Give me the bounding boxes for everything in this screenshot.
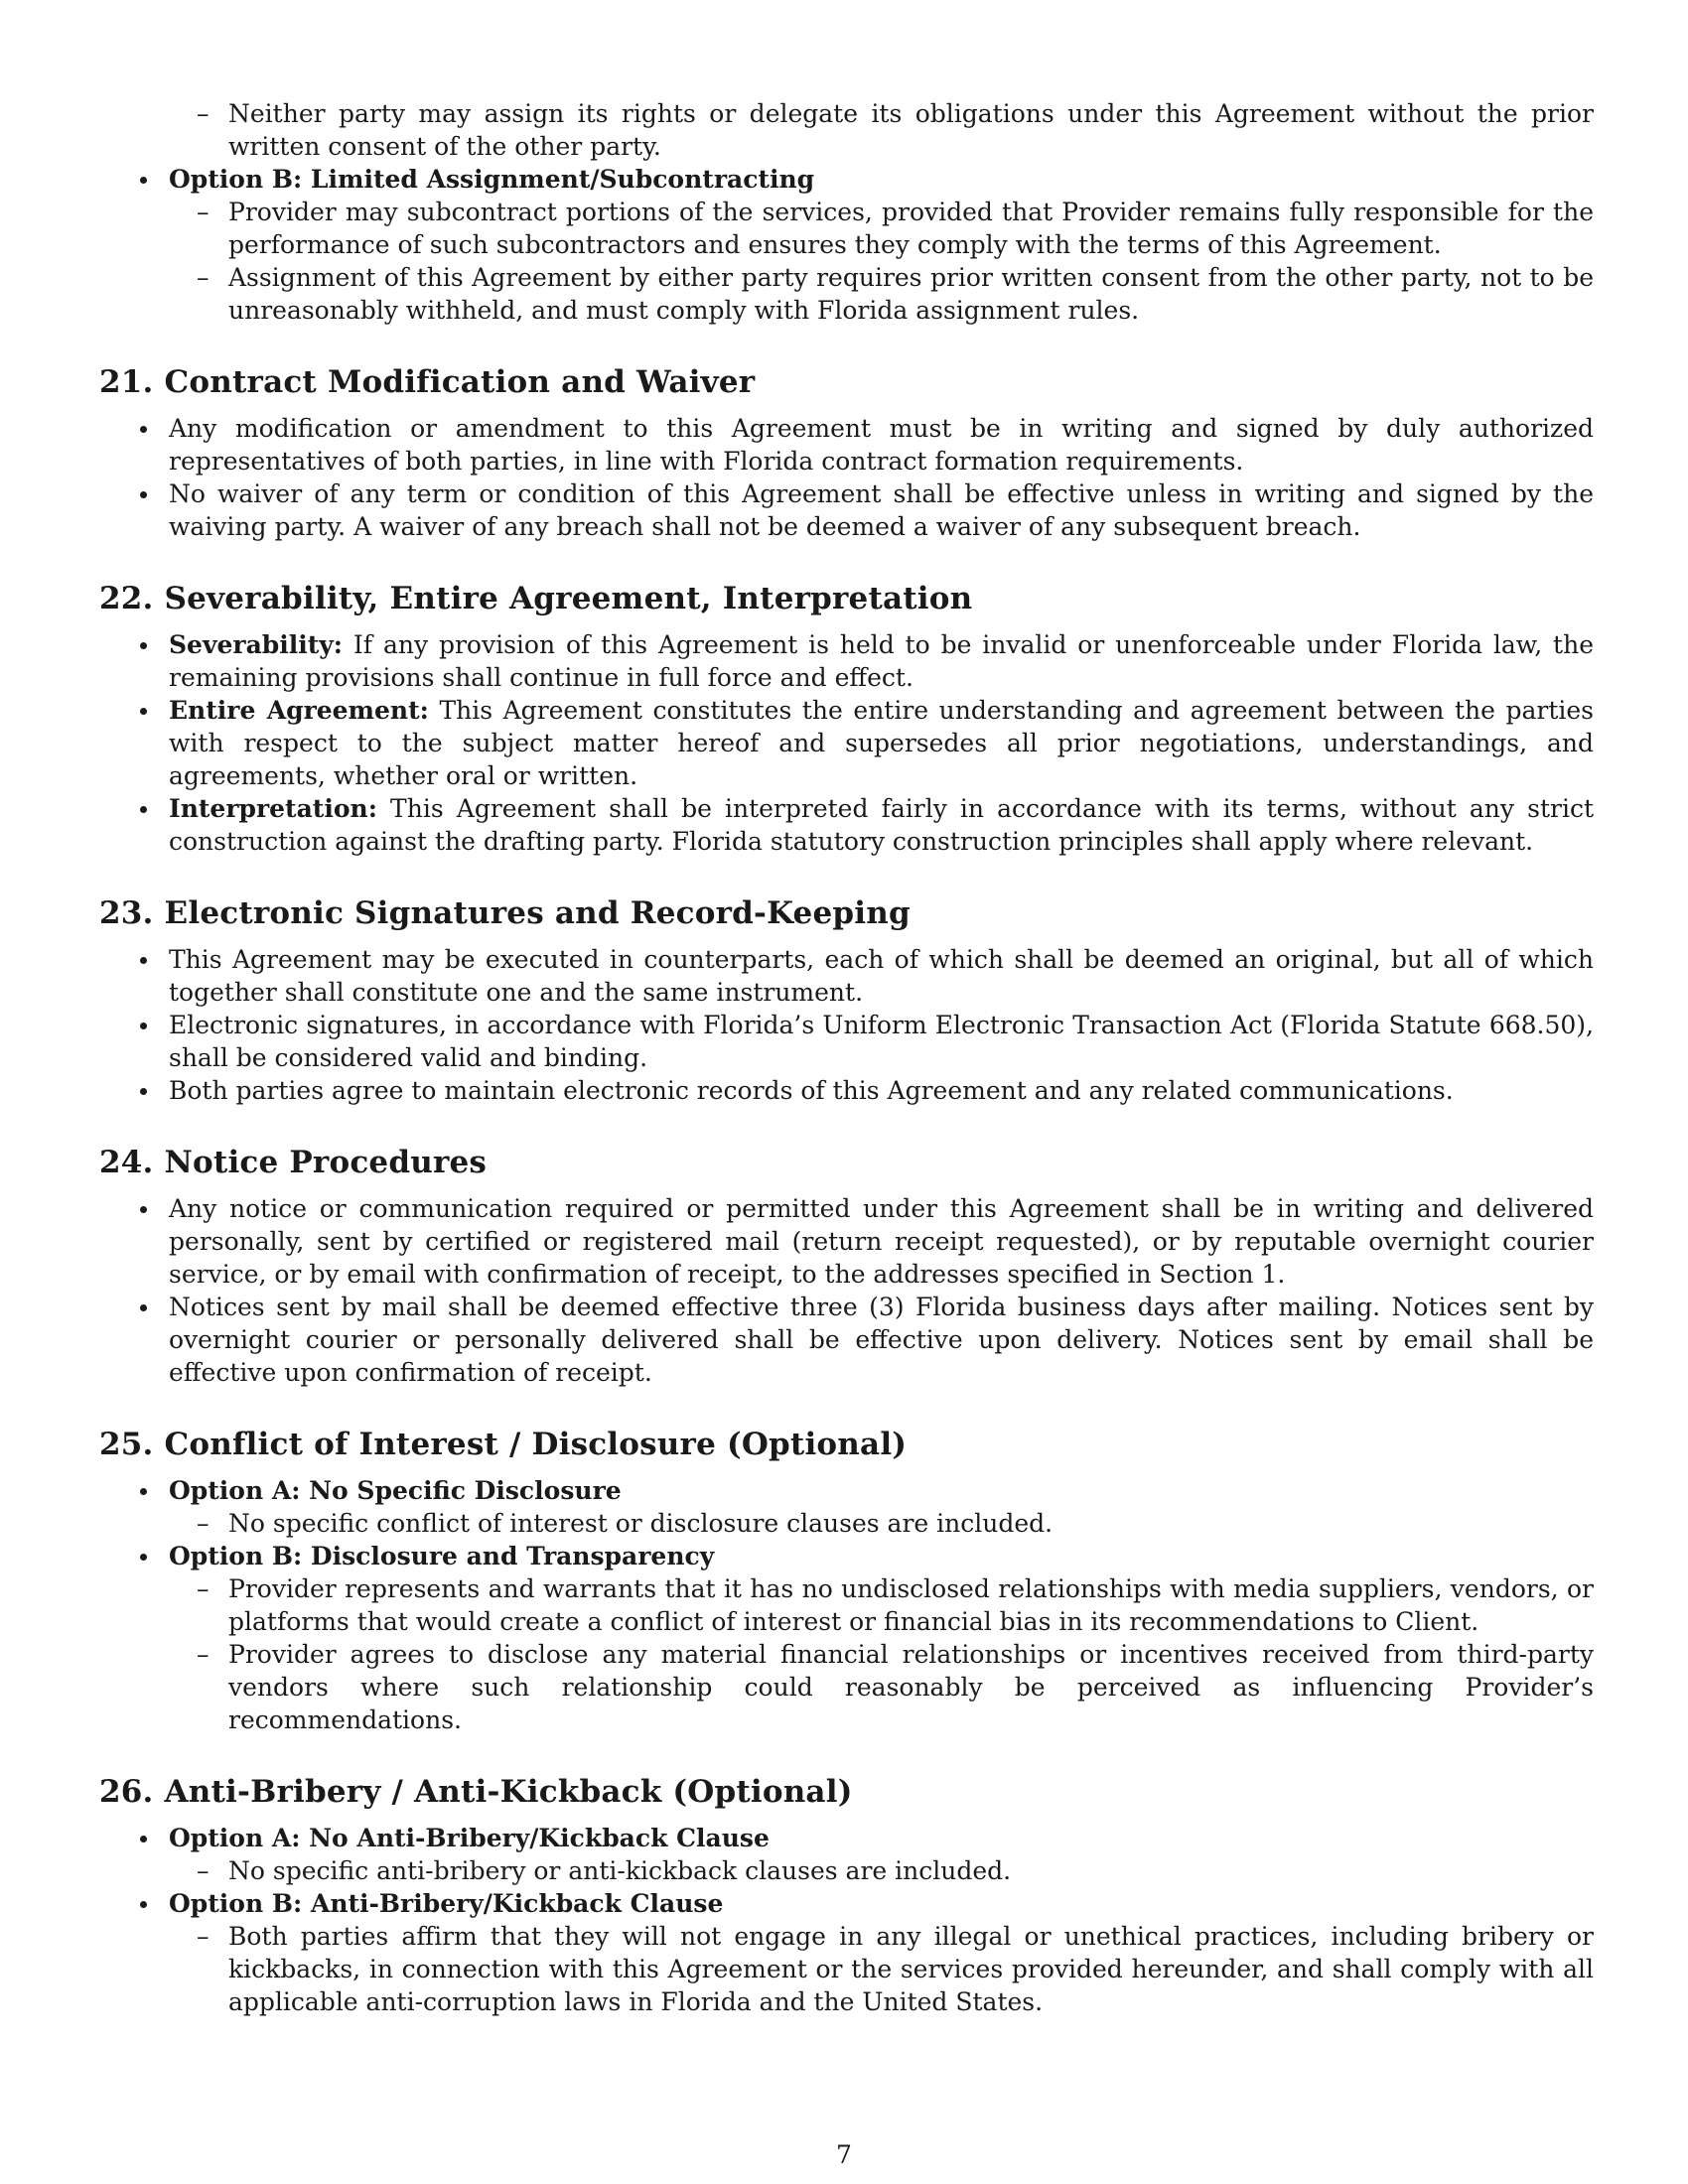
- list-item: – No specific conflict of interest or disclosure clauses are included.: [99, 1507, 1594, 1540]
- item-text: This Agreement shall be interpreted fairly in accordance with its terms, without any strict construction against the drafting party. Florida statutory construction principles shall apply where relevant.: [169, 794, 1594, 856]
- list-item: Any notice or communication required or permitted under this Agreement shall be in writing and delivered personally, sent by certified or registered mail (return receipt requested), or by reputable overnight courier service, or by email with confirmation of receipt, to the addresses specified in Section 1.: [99, 1192, 1594, 1291]
- section-24: [99, 1143, 1594, 1389]
- item-label: Severability:: [169, 630, 344, 659]
- option-b-heading: [99, 1887, 1594, 1920]
- document-page: [99, 97, 1594, 2018]
- section-heading: 23. Electronic Signatures and Record-Keeping: [99, 895, 911, 931]
- option-label: Option B: Limited Assignment/Subcontracting: [169, 165, 815, 194]
- list-item: – Provider represents and warrants that it has no undisclosed relationships with media suppliers, vendors, or platforms that would create a conflict of interest or financial bias in its recommendations to Client.: [99, 1572, 1594, 1638]
- option-a-heading: [99, 1822, 1594, 1854]
- list-item: – Provider agrees to disclose any material financial relationships or incentives received from third-party vendors where such relationship could reasonably be perceived as influencing Provider’s recommendations.: [99, 1638, 1594, 1736]
- option-label: Option B: Anti-Bribery/Kickback Clause: [169, 1889, 724, 1918]
- list-item: – Neither party may assign its rights or delegate its obligations under this Agreement without the prior written consent of the other party.: [99, 97, 1594, 163]
- section-heading: 21. Contract Modification and Waiver: [99, 364, 756, 400]
- page-number: 7: [836, 2140, 852, 2169]
- list-item: This Agreement may be executed in counterparts, each of which shall be deemed an original, but all of which together shall constitute one and the same instrument.: [99, 943, 1594, 1009]
- carryover-list: [99, 97, 1594, 327]
- section-heading: 22. Severability, Entire Agreement, Interpretation: [99, 581, 973, 616]
- list-item: No waiver of any term or condition of this Agreement shall be effective unless in writing and signed by the waiving party. A waiver of any breach shall not be deemed a waiver of any subsequent breach.: [99, 478, 1594, 543]
- list-item: Notices sent by mail shall be deemed effective three (3) Florida business days after mailing. Notices sent by overnight courier or personally delivered shall be effective upon delivery. Notices sent by email shall be effective upon confirmation of receipt.: [99, 1291, 1594, 1389]
- section-25: [99, 1425, 1594, 1736]
- option-label: Option A: No Specific Disclosure: [169, 1476, 622, 1505]
- list-item: Any modification or amendment to this Agreement must be in writing and signed by duly authorized representatives of both parties, in line with Florida contract formation requirements.: [99, 412, 1594, 478]
- option-a-heading: [99, 1474, 1594, 1507]
- option-label: Option B: Disclosure and Transparency: [169, 1542, 715, 1570]
- list-item: – Assignment of this Agreement by either party requires prior written consent from the other party, not to be unreasonably withheld, and must comply with Florida assignment rules.: [99, 261, 1594, 327]
- list-item: Both parties agree to maintain electronic records of this Agreement and any related communications.: [99, 1074, 1594, 1107]
- list-item: [99, 694, 1594, 792]
- item-text: This Agreement constitutes the entire understanding and agreement between the parties with respect to the subject matter hereof and supersedes all prior negotiations, understandings, and agreements, whether oral or written.: [169, 696, 1594, 790]
- section-list: [99, 1474, 1594, 1736]
- section-list: [99, 1192, 1594, 1389]
- item-label: Interpretation:: [169, 794, 377, 823]
- list-item: – No specific anti-bribery or anti-kickback clauses are included.: [99, 1854, 1594, 1887]
- list-item: [99, 792, 1594, 858]
- item-label: Entire Agreement:: [169, 696, 429, 725]
- section-heading: 25. Conflict of Interest / Disclosure (Optional): [99, 1427, 908, 1462]
- section-21: [99, 362, 1594, 543]
- list-item: [99, 628, 1594, 694]
- list-item: – Provider may subcontract portions of the services, provided that Provider remains fully responsible for the performance of such subcontractors and ensures they comply with the terms of this Agreement.: [99, 196, 1594, 261]
- option-label: Option A: No Anti-Bribery/Kickback Clause: [169, 1824, 770, 1852]
- section-heading: 26. Anti-Bribery / Anti-Kickback (Optional): [99, 1774, 853, 1810]
- option-b-heading: [99, 1540, 1594, 1572]
- option-b-heading: [99, 163, 1594, 196]
- section-list: [99, 628, 1594, 858]
- list-item: – Both parties affirm that they will not engage in any illegal or unethical practices, including bribery or kickbacks, in connection with this Agreement or the services provided hereunder, and shall comply with all applicable anti-corruption laws in Florida and the United States.: [99, 1920, 1594, 2018]
- section-22: [99, 579, 1594, 858]
- section-20-continued: [99, 97, 1594, 327]
- item-text: If any provision of this Agreement is held to be invalid or unenforceable under Florida law, the remaining provisions shall continue in full force and effect.: [169, 630, 1594, 692]
- section-list: [99, 1822, 1594, 2018]
- section-list: [99, 412, 1594, 543]
- list-item: Electronic signatures, in accordance with Florida’s Uniform Electronic Transaction Act (Florida Statute 668.50), shall be considered valid and binding.: [99, 1009, 1594, 1074]
- section-heading: 24. Notice Procedures: [99, 1145, 488, 1180]
- section-23: [99, 893, 1594, 1107]
- section-list: [99, 943, 1594, 1107]
- section-26: [99, 1772, 1594, 2018]
